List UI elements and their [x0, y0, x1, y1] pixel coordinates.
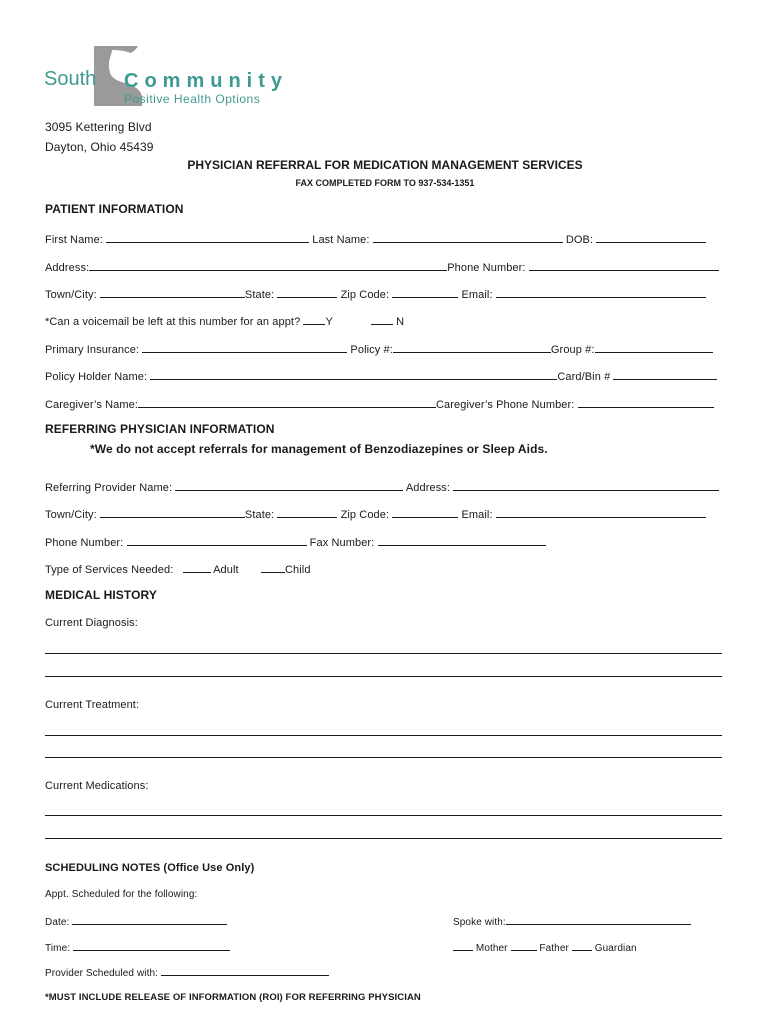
- policy-label: Policy #:: [350, 344, 393, 356]
- spoke-with-field[interactable]: [506, 914, 691, 925]
- provider-fax-label: Fax Number:: [309, 537, 375, 549]
- medical-section-heading: MEDICAL HISTORY: [45, 588, 157, 602]
- logo-word-community: Community: [124, 70, 288, 92]
- mother-label: Mother: [475, 943, 508, 954]
- policy-field[interactable]: [393, 341, 551, 353]
- logo: [44, 44, 288, 110]
- provider-name-field[interactable]: [175, 479, 403, 491]
- provider-phone-label: Phone Number:: [45, 537, 124, 549]
- dob-label: DOB:: [565, 234, 594, 246]
- voicemail-yes-field[interactable]: [303, 313, 325, 325]
- spoke-with-label: Spoke with:: [453, 917, 506, 928]
- provider-town-row: [45, 506, 706, 521]
- guardian-label: Guardian: [594, 943, 637, 954]
- provider-phone-field[interactable]: [127, 534, 307, 546]
- email-field[interactable]: [496, 286, 706, 298]
- voicemail-question: *Can a voicemail be left at this number for an appt?: [45, 316, 301, 328]
- child-label: Child: [284, 564, 311, 576]
- provider-address-field[interactable]: [453, 479, 719, 491]
- medications-label: Current Medications:: [45, 780, 149, 792]
- provider-state-field[interactable]: [277, 506, 337, 518]
- mother-check-field[interactable]: [453, 940, 473, 951]
- voicemail-no-label: N: [396, 316, 405, 328]
- provider-zip-field[interactable]: [392, 506, 458, 518]
- diagnosis-label: Current Diagnosis:: [45, 617, 138, 629]
- logo-word-south: South: [44, 68, 97, 90]
- provider-state-label: State:: [244, 509, 275, 521]
- provider-scheduled-field[interactable]: [161, 965, 329, 976]
- group-label: Group #:: [550, 344, 595, 356]
- page-title: PHYSICIAN REFERRAL FOR MEDICATION MANAGEMENT SERVICES: [187, 158, 583, 172]
- email-label: Email:: [461, 289, 493, 301]
- voicemail-row: [45, 313, 404, 328]
- services-row: [45, 561, 311, 576]
- provider-scheduled-label: Provider Scheduled with:: [45, 968, 159, 979]
- policy-holder-field[interactable]: [150, 368, 557, 380]
- father-label: Father: [539, 943, 569, 954]
- child-check-field[interactable]: [261, 561, 285, 573]
- diagnosis-line-1[interactable]: [45, 653, 722, 654]
- relation-row: [453, 940, 637, 954]
- time-label: Time:: [45, 943, 71, 954]
- treatment-line-1[interactable]: [45, 735, 722, 736]
- provider-fax-field[interactable]: [378, 534, 546, 546]
- provider-scheduled-row: [45, 965, 329, 979]
- first-name-label: First Name:: [45, 234, 103, 246]
- policy-holder-label: Policy Holder Name:: [45, 371, 148, 383]
- provider-zip-label: Zip Code:: [340, 509, 390, 521]
- state-label: State:: [244, 289, 275, 301]
- patient-section-heading: PATIENT INFORMATION: [45, 202, 184, 216]
- diagnosis-line-2[interactable]: [45, 676, 722, 677]
- last-name-label: Last Name:: [312, 234, 370, 246]
- patient-town-row: [45, 286, 706, 301]
- provider-town-label: Town/City:: [45, 509, 97, 521]
- provider-name-label: Referring Provider Name:: [45, 482, 173, 494]
- last-name-field[interactable]: [373, 231, 563, 243]
- town-field[interactable]: [100, 286, 245, 298]
- date-label: Date:: [45, 917, 70, 928]
- date-row: [45, 914, 227, 928]
- caregiver-name-field[interactable]: [138, 396, 436, 408]
- appt-scheduled-label: Appt. Scheduled for the following:: [45, 889, 198, 900]
- primary-insurance-field[interactable]: [142, 341, 347, 353]
- fax-instruction: FAX COMPLETED FORM TO 937-534-1351: [295, 178, 475, 188]
- adult-label: Adult: [213, 564, 239, 576]
- provider-email-field[interactable]: [496, 506, 706, 518]
- address-field[interactable]: [89, 259, 447, 271]
- voicemail-no-field[interactable]: [371, 313, 393, 325]
- address-label: Address:: [45, 262, 90, 274]
- provider-address-label: Address:: [405, 482, 451, 494]
- patient-address-row: [45, 259, 719, 274]
- dob-field[interactable]: [596, 231, 706, 243]
- policy-holder-row: [45, 368, 717, 383]
- phone-field[interactable]: [529, 259, 719, 271]
- state-field[interactable]: [277, 286, 337, 298]
- caregiver-row: [45, 396, 714, 411]
- referral-exclusion-note: *We do not accept referrals for management of Benzodiazepines or Sleep Aids.: [90, 442, 548, 456]
- primary-insurance-label: Primary Insurance:: [45, 344, 140, 356]
- address-line-1: 3095 Kettering Blvd: [45, 120, 152, 134]
- card-bin-field[interactable]: [613, 368, 717, 380]
- caregiver-phone-field[interactable]: [578, 396, 714, 408]
- zip-label: Zip Code:: [340, 289, 390, 301]
- treatment-line-2[interactable]: [45, 757, 722, 758]
- adult-check-field[interactable]: [183, 561, 211, 573]
- roi-requirement-note: *MUST INCLUDE RELEASE OF INFORMATION (ROI) FOR REFERRING PHYSICIAN: [45, 992, 421, 1003]
- treatment-label: Current Treatment:: [45, 699, 140, 711]
- provider-phone-row: [45, 534, 546, 549]
- time-row: [45, 940, 230, 954]
- spoke-with-row: [453, 914, 691, 928]
- medications-line-2[interactable]: [45, 838, 722, 839]
- services-label: Type of Services Needed:: [45, 564, 174, 576]
- provider-row: [45, 479, 719, 494]
- group-field[interactable]: [595, 341, 713, 353]
- voicemail-yes-label: Y: [325, 316, 333, 328]
- provider-email-label: Email:: [461, 509, 493, 521]
- provider-town-field[interactable]: [100, 506, 245, 518]
- first-name-field[interactable]: [106, 231, 309, 243]
- caregiver-phone-label: Caregiver’s Phone Number:: [436, 399, 575, 411]
- address-line-2: Dayton, Ohio 45439: [45, 140, 154, 154]
- time-field[interactable]: [73, 940, 230, 951]
- medications-line-1[interactable]: [45, 815, 722, 816]
- insurance-row: [45, 341, 713, 356]
- card-bin-label: Card/Bin #: [557, 371, 611, 383]
- date-field[interactable]: [72, 914, 227, 925]
- guardian-check-field[interactable]: [572, 940, 592, 951]
- zip-field[interactable]: [392, 286, 458, 298]
- referring-section-heading: REFERRING PHYSICIAN INFORMATION: [45, 422, 275, 436]
- town-label: Town/City:: [45, 289, 97, 301]
- patient-name-row: [45, 231, 706, 246]
- phone-label: Phone Number:: [447, 262, 526, 274]
- scheduling-section-heading: SCHEDULING NOTES (Office Use Only): [45, 862, 255, 874]
- father-check-field[interactable]: [511, 940, 537, 951]
- caregiver-name-label: Caregiver’s Name:: [45, 399, 138, 411]
- logo-tagline: Positive Health Options: [124, 92, 261, 106]
